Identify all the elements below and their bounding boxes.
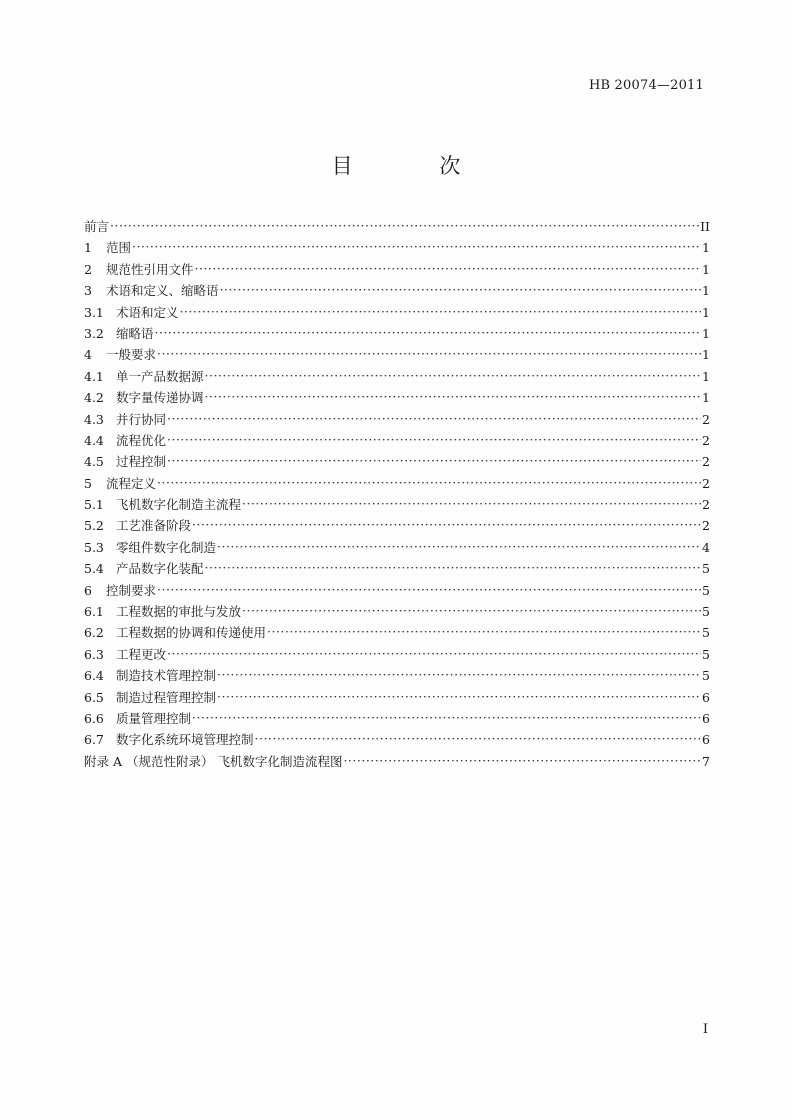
toc-entry-number: 4.3 (84, 411, 104, 427)
toc-entry-title: 过程控制 (116, 454, 167, 470)
toc-entry-page: 1 (702, 368, 710, 384)
toc-leader-dots (167, 646, 701, 661)
toc-entry[interactable] (84, 666, 710, 687)
toc-entry-page: 2 (702, 518, 710, 534)
toc-entry-page: 4 (702, 539, 710, 555)
toc-entry-title: 一般要求 (106, 347, 157, 363)
toc-entry-page: 6 (702, 710, 710, 726)
toc-entry-page: 1 (702, 261, 710, 277)
toc-entry[interactable] (84, 516, 710, 537)
toc-entry-number: 5.4 (84, 561, 104, 577)
toc-entry-page: 5 (702, 668, 710, 684)
toc-leader-dots (157, 475, 701, 490)
toc-entry-page: 2 (702, 497, 710, 513)
toc-entry[interactable] (84, 260, 710, 281)
toc-entry-page: 2 (702, 432, 710, 448)
toc-entry[interactable] (84, 388, 710, 409)
toc-entry-number: 4.4 (84, 432, 104, 448)
toc-entry[interactable] (84, 367, 710, 388)
toc-entry-page: 1 (702, 240, 710, 256)
toc-entry-page: 5 (702, 561, 710, 577)
toc-entry-title: 单一产品数据源 (116, 368, 204, 384)
toc-entry-number: 6.1 (84, 604, 104, 620)
toc-entry-title: 范围 (106, 240, 132, 256)
toc-entry-title: 前言 (84, 219, 110, 234)
toc-entry-number: 6.6 (84, 710, 104, 726)
toc-entry[interactable] (84, 581, 710, 602)
toc-entry-number: 6.3 (84, 646, 104, 662)
toc-entry-title: 控制要求 (106, 582, 157, 598)
toc-entry[interactable] (84, 303, 710, 324)
toc-entry-page: 5 (702, 646, 710, 662)
toc-entry[interactable] (84, 452, 710, 473)
toc-entry[interactable] (84, 474, 710, 495)
toc-entry[interactable] (84, 623, 710, 644)
toc-entry-title: 工程更改 (116, 646, 167, 662)
toc-leader-dots (205, 560, 701, 575)
toc-entry-title: 并行协同 (116, 411, 167, 427)
toc-leader-dots (217, 539, 701, 554)
toc-entry-number: 5.3 (84, 539, 104, 555)
toc-leader-dots (180, 304, 701, 319)
toc-entry-title: 附录 A （规范性附录） 飞机数字化制造流程图 (84, 753, 343, 769)
toc-entry-page: 2 (702, 454, 710, 470)
toc-entry-page: 6 (702, 689, 710, 705)
toc-leader-dots (242, 496, 701, 511)
toc-entry[interactable] (84, 324, 710, 345)
toc-entry-title: 数字化系统环境管理控制 (116, 732, 254, 748)
toc-entry[interactable] (84, 538, 710, 559)
toc-entry-number: 6.7 (84, 732, 104, 748)
toc-leader-dots (167, 453, 701, 468)
toc-leader-dots (192, 517, 701, 532)
toc-leader-dots (110, 218, 699, 233)
toc-entry-page: 5 (702, 604, 710, 620)
toc-entry-title: 术语和定义 (116, 304, 179, 320)
toc-leader-dots (195, 261, 701, 276)
toc-entry-page: 7 (702, 753, 710, 769)
toc-entry-title: 缩略语 (116, 325, 154, 341)
toc-entry-number: 4.5 (84, 454, 104, 470)
table-of-contents (84, 217, 710, 773)
toc-entry-number: 5.2 (84, 518, 104, 534)
toc-leader-dots (255, 731, 701, 746)
toc-entry-number: 6.5 (84, 689, 104, 705)
toc-leader-dots (343, 753, 701, 768)
toc-leader-dots (205, 389, 701, 404)
toc-entry-title: 工艺准备阶段 (116, 518, 192, 534)
toc-entry[interactable] (84, 217, 710, 238)
toc-entry-title: 工程数据的协调和传递使用 (116, 625, 267, 641)
toc-entry-title: 制造过程管理控制 (116, 689, 217, 705)
toc-leader-dots (132, 239, 701, 254)
toc-entry-title: 制造技术管理控制 (116, 668, 217, 684)
toc-entry[interactable] (84, 345, 710, 366)
toc-entry[interactable] (84, 495, 710, 516)
toc-entry-page: 1 (702, 325, 710, 341)
toc-entry-page: 2 (702, 411, 710, 427)
toc-entry-number: 3.1 (84, 304, 104, 320)
toc-leader-dots (157, 582, 701, 597)
toc-entry-title: 零组件数字化制造 (116, 539, 217, 555)
toc-entry[interactable] (84, 752, 710, 773)
toc-entry[interactable] (84, 602, 710, 623)
toc-entry-number: 4 (84, 347, 92, 363)
toc-leader-dots (205, 368, 701, 383)
toc-entry-number: 1 (84, 240, 92, 256)
toc-entry-title: 规范性引用文件 (106, 261, 194, 277)
toc-entry-number: 2 (84, 261, 92, 277)
toc-entry-page: 2 (702, 475, 710, 491)
toc-entry-title: 数字量传递协调 (116, 390, 204, 406)
toc-entry-page: 1 (702, 347, 710, 363)
toc-entry-page: II (700, 219, 710, 234)
page-number: I (702, 1022, 708, 1037)
toc-entry-page: 6 (702, 732, 710, 748)
toc-entry[interactable] (84, 410, 710, 431)
toc-entry-number: 6 (84, 582, 92, 598)
toc-entry-number: 5 (84, 475, 92, 491)
toc-leader-dots (242, 603, 701, 618)
toc-entry[interactable] (84, 709, 710, 730)
toc-leader-dots (155, 325, 701, 340)
toc-entry-title: 飞机数字化制造主流程 (116, 497, 242, 513)
toc-entry-page: 5 (702, 582, 710, 598)
toc-entry-title: 术语和定义、缩略语 (106, 283, 219, 299)
toc-entry-page: 5 (702, 625, 710, 641)
toc-entry-page: 1 (702, 390, 710, 406)
toc-entry-title: 产品数字化装配 (116, 561, 204, 577)
toc-entry-number: 4.2 (84, 390, 104, 406)
toc-entry[interactable] (84, 281, 710, 302)
toc-entry-number: 3.2 (84, 325, 104, 341)
toc-leader-dots (192, 710, 701, 725)
toc-leader-dots (217, 689, 701, 704)
toc-entry[interactable] (84, 645, 710, 666)
toc-entry-title: 流程优化 (116, 432, 167, 448)
toc-entry[interactable] (84, 688, 710, 709)
toc-entry-title: 流程定义 (106, 475, 157, 491)
toc-entry[interactable] (84, 559, 710, 580)
toc-entry[interactable] (84, 431, 710, 452)
toc-leader-dots (220, 282, 701, 297)
toc-entry-title: 质量管理控制 (116, 710, 192, 726)
toc-leader-dots (217, 667, 701, 682)
toc-entry-number: 6.4 (84, 668, 104, 684)
toc-leader-dots (167, 432, 701, 447)
toc-entry-number: 3 (84, 283, 92, 299)
toc-entry-number: 5.1 (84, 497, 104, 513)
toc-entry-page: 1 (702, 304, 710, 320)
toc-entry[interactable] (84, 730, 710, 751)
toc-leader-dots (267, 624, 701, 639)
toc-leader-dots (157, 346, 701, 361)
toc-entry-title: 工程数据的审批与发放 (116, 604, 242, 620)
standard-code: HB 20074—2011 (588, 78, 704, 93)
toc-leader-dots (167, 411, 701, 426)
toc-title: 目 次 (331, 154, 501, 178)
toc-entry-page: 1 (702, 283, 710, 299)
toc-entry-number: 6.2 (84, 625, 104, 641)
toc-entry-number: 4.1 (84, 368, 104, 384)
toc-entry[interactable] (84, 238, 710, 259)
